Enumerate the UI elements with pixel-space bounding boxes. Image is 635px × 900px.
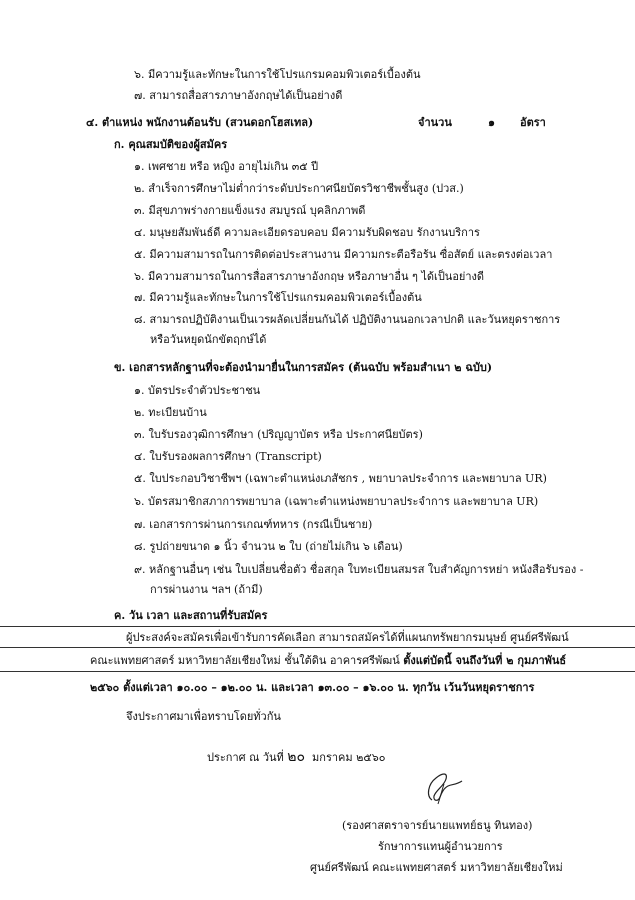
section-c-line: ผู้ประสงค์จะสมัครเพื่อเข้ารับการคัดเลือก สามารถสมัครได้ที่แผนกทรัพยากรมนุษย์ ศูนย์ศรีพัฒน์ [126, 631, 569, 644]
section-b-heading: ข. เอกสารหลักฐานที่จะต้องนำมายื่นในการสมัคร (ต้นฉบับ พร้อมสำเนา ๒ ฉบับ) [114, 361, 493, 374]
scan-rule-line [0, 671, 635, 672]
closing-text: จึงประกาศมาเพื่อทราบโดยทั่วกัน [126, 710, 281, 723]
requirement-item: ๗. สามารถสื่อสารภาษาอังกฤษได้เป็นอย่างดี [134, 89, 343, 102]
position-count-value: ๑ [488, 116, 495, 129]
document-item: ๘. รูปถ่ายขนาด ๑ นิ้ว จำนวน ๒ ใบ (ถ่ายไม่เกิน ๖ เดือน) [134, 540, 403, 553]
announce-date-month-year: มกราคม ๒๕๖๐ [312, 751, 386, 764]
position-count-label: จำนวน [418, 116, 452, 129]
qualification-item: ๒. สำเร็จการศึกษาไม่ต่ำกว่าระดับประกาศนียบัตรวิชาชีพชั้นสูง (ปวส.) [134, 182, 464, 195]
qualification-item: ๘. สามารถปฏิบัติงานเป็นเวรผลัดเปลี่ยนกันได้ ปฏิบัติงานนอกเวลาปกติ และวันหยุดราชการ [134, 313, 561, 326]
document-item: ๑. บัตรประจำตัวประชาชน [134, 384, 261, 397]
section-c-line: ๒๕๖๐ ตั้งแต่เวลา ๑๐.๐๐ – ๑๒.๐๐ น. และเวลา ๑๓.๐๐ – ๑๖.๐๐ น. ทุกวัน เว้นวันหยุดราชการ [90, 681, 535, 694]
qualification-item-continued: หรือวันหยุดนักขัตฤกษ์ได้ [150, 333, 267, 346]
announce-date-prefix: ประกาศ ณ วันที่ [207, 751, 284, 764]
section-a-heading: ก. คุณสมบัติของผู้สมัคร [114, 138, 228, 151]
position-unit: อัตรา [520, 116, 546, 129]
announce-date-day: ๒๐ [287, 749, 306, 765]
announce-date [207, 750, 385, 765]
document-item: ๖. บัตรสมาชิกสภาการพยาบาล (เฉพาะตำแหน่งพยาบาลประจำการ และพยาบาล UR) [134, 495, 539, 508]
handwritten-signature-icon [418, 766, 468, 808]
qualification-item: ๓. มีสุขภาพร่างกายแข็งแรง สมบูรณ์ บุคลิกภาพดี [134, 204, 366, 217]
requirement-item: ๖. มีความรู้และทักษะในการใช้โปรแกรมคอมพิวเตอร์เบื้องต้น [134, 68, 421, 81]
qualification-item: ๑. เพศชาย หรือ หญิง อายุไม่เกิน ๓๕ ปี [134, 160, 319, 173]
qualification-item: ๕. มีความสามารถในการติดต่อประสานงาน มีความกระตือรือร้น ซื่อสัตย์ และตรงต่อเวลา [134, 248, 553, 261]
position-label: ๔. ตำแหน่ง พนักงานต้อนรับ (สวนดอกโฮสเทล) [86, 116, 314, 129]
scan-rule-line [0, 626, 635, 627]
section-c-line-bold: ตั้งแต่บัดนี้ จนถึงวันที่ ๒ กุมภาพันธ์ [403, 654, 567, 667]
signatory-title: รักษาการแทนผู้อำนวยการ [378, 840, 503, 853]
section-c-line-normal: คณะแพทยศาสตร์ มหาวิทยาลัยเชียงใหม่ ชั้นใต้ดิน อาคารศรีพัฒน์ [90, 654, 404, 667]
document-item: ๕. ใบประกอบวิชาชีพฯ (เฉพาะตำแหน่งเภสัชกร , พยาบาลประจำการ และพยาบาล UR) [134, 472, 547, 485]
section-c-heading: ค. วัน เวลา และสถานที่รับสมัคร [114, 609, 268, 622]
signatory-org: ศูนย์ศรีพัฒน์ คณะแพทยศาสตร์ มหาวิทยาลัยเชียงใหม่ [310, 861, 563, 874]
document-item: ๒. ทะเบียนบ้าน [134, 406, 207, 419]
document-item: ๓. ใบรับรองวุฒิการศึกษา (ปริญญาบัตร หรือ ประกาศนียบัตร) [134, 428, 423, 441]
section-c-line [90, 654, 566, 668]
qualification-item: ๖. มีความสามารถในการสื่อสารภาษาอังกฤษ หรือภาษาอื่น ๆ ได้เป็นอย่างดี [134, 270, 485, 283]
qualification-item: ๗. มีความรู้และทักษะในการใช้โปรแกรมคอมพิวเตอร์เบื้องต้น [134, 291, 422, 304]
document-item: ๙. หลักฐานอื่นๆ เช่น ใบเปลี่ยนชื่อตัว ชื่อสกุล ใบทะเบียนสมรส ใบสำคัญการหย่า หนังสือรับรอง - [134, 563, 584, 576]
qualification-item: ๔. มนุษยสัมพันธ์ดี ความละเอียดรอบคอบ มีความรับผิดชอบ รักงานบริการ [134, 226, 480, 239]
document-item: ๗. เอกสารการผ่านการเกณฑ์ทหาร (กรณีเป็นชาย) [134, 518, 373, 531]
signatory-name: (รองศาสตราจารย์นายแพทย์ธนู ทินทอง) [342, 819, 533, 832]
scan-rule-line [0, 647, 635, 648]
document-item: ๔. ใบรับรองผลการศึกษา (Transcript) [134, 450, 322, 463]
document-item-continued: การผ่านงาน ฯลฯ (ถ้ามี) [150, 583, 263, 596]
